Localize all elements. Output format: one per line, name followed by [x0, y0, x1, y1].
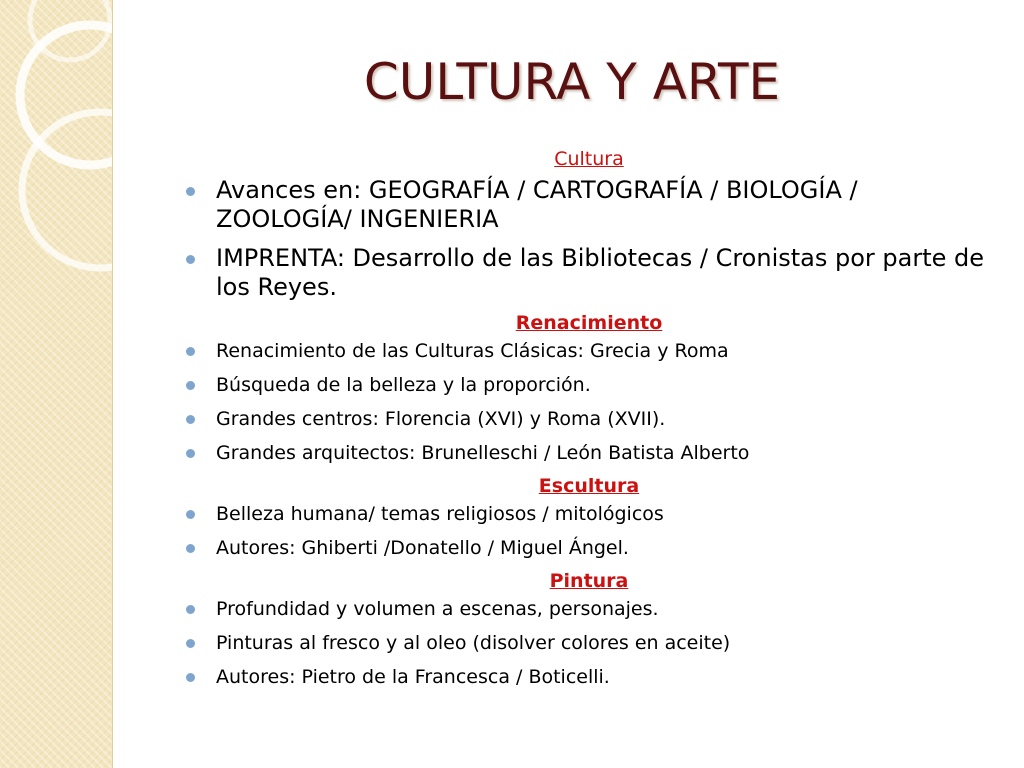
bullet-icon	[186, 187, 195, 196]
cultura-list	[186, 176, 992, 302]
bullet-icon	[186, 673, 195, 682]
bullet-icon	[186, 639, 195, 648]
bullet-icon	[186, 255, 195, 264]
list-item-text: Profundidad y volumen a escenas, personajes.	[216, 598, 659, 620]
page-title: CULTURA Y ARTE	[363, 53, 781, 111]
list-item-text: Grandes arquitectos: Brunelleschi / León Batista Alberto	[216, 442, 750, 464]
list-item-text: Autores: Pietro de la Francesca / Boticelli.	[216, 666, 610, 688]
list-item	[186, 597, 992, 621]
slide-content	[186, 140, 992, 699]
list-item-text: Pinturas al fresco y al oleo (disolver colores en aceite)	[216, 632, 731, 654]
list-item	[186, 244, 992, 302]
renacimiento-list	[186, 339, 992, 465]
list-item-text: IMPRENTA: Desarrollo de las Bibliotecas / Cronistas por parte de los Reyes.	[216, 244, 985, 301]
section-heading-renacimiento: Renacimiento	[515, 312, 663, 334]
section-heading-cultura: Cultura	[554, 148, 624, 170]
decorative-side-band	[0, 0, 113, 768]
list-item-text: Búsqueda de la belleza y la proporción.	[216, 374, 591, 396]
bullet-icon	[186, 544, 195, 553]
list-item	[186, 407, 992, 431]
list-item	[186, 665, 992, 689]
decorative-circles-icon	[0, 0, 112, 768]
bullet-icon	[186, 381, 195, 390]
bullet-icon	[186, 347, 195, 356]
section-heading-pintura: Pintura	[549, 570, 629, 592]
list-item	[186, 441, 992, 465]
bullet-icon	[186, 415, 195, 424]
list-item	[186, 176, 992, 234]
list-item-text: Belleza humana/ temas religiosos / mitológicos	[216, 503, 664, 525]
section-heading-escultura: Escultura	[538, 475, 640, 497]
list-item-text: Avances en: GEOGRAFÍA / CARTOGRAFÍA / BIOLOGÍA / ZOOLOGÍA/ INGENIERIA	[216, 176, 858, 233]
list-item-text: Autores: Ghiberti /Donatello / Miguel Ángel.	[216, 537, 629, 559]
pintura-list	[186, 597, 992, 689]
bullet-icon	[186, 510, 195, 519]
escultura-list	[186, 502, 992, 560]
bullet-icon	[186, 449, 195, 458]
list-item	[186, 502, 992, 526]
list-item	[186, 339, 992, 363]
list-item	[186, 631, 992, 655]
list-item-text: Grandes centros: Florencia (XVI) y Roma (XVII).	[216, 408, 666, 430]
list-item	[186, 373, 992, 397]
bullet-icon	[186, 605, 195, 614]
list-item	[186, 536, 992, 560]
list-item-text: Renacimiento de las Culturas Clásicas: Grecia y Roma	[216, 340, 729, 362]
